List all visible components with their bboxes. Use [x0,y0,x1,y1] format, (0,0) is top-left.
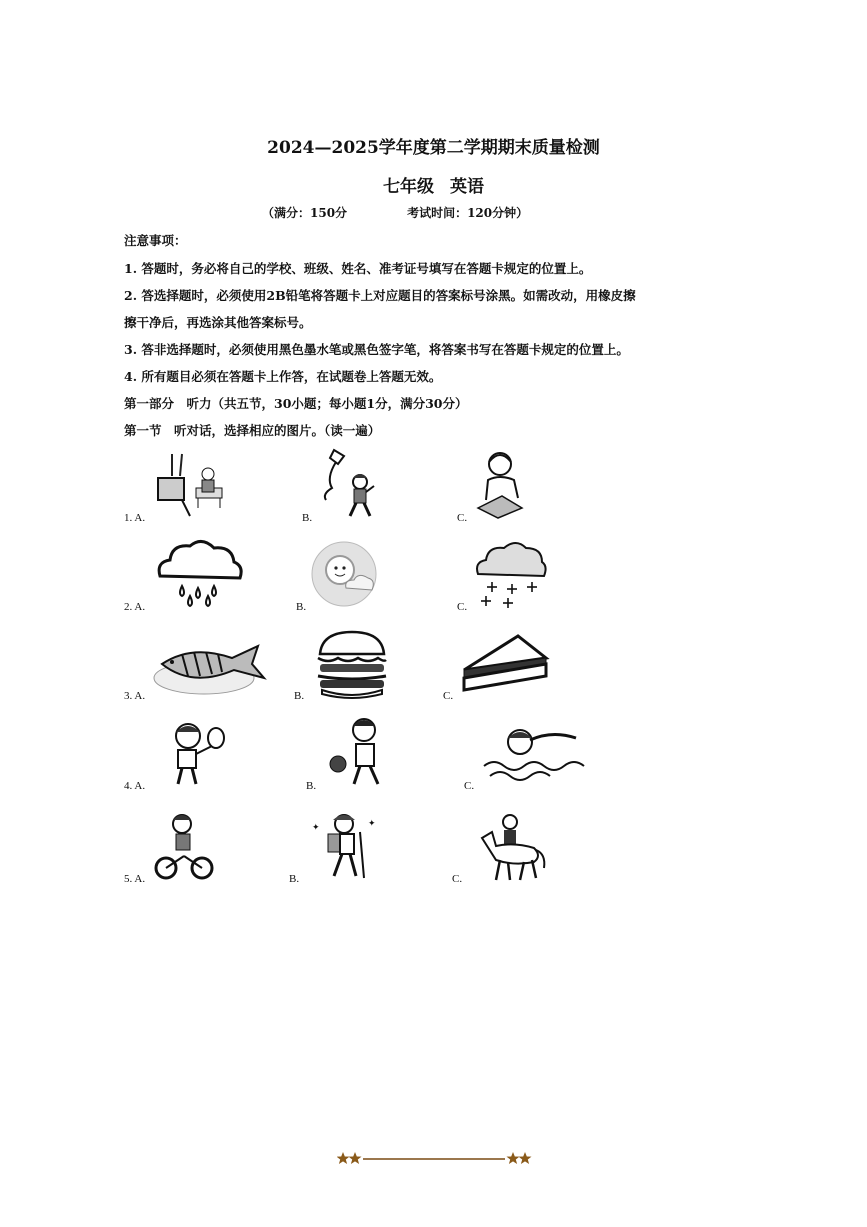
section1-heading: 第一节 听对话，选择相应的图片。（读一遍） [124,423,381,438]
q1-option-a: 1. A. [124,512,146,524]
q2-option-b: B. [296,601,307,613]
q4-option-c: C. [464,780,475,792]
svg-text:✦: ✦ [312,823,320,833]
snowy-icon [472,538,548,610]
notes-heading: 注意事项： [124,233,187,248]
sandwich-icon [460,632,550,694]
note-item: 擦干净后，再选涂其他答案标号。 [124,315,312,330]
horse-riding-icon [474,812,548,884]
cycling-icon [154,812,216,880]
grade-label: 七年级 [383,177,434,197]
exam-time: 考试时间：120分钟） [407,206,529,220]
basketball-icon [326,716,392,790]
note-item: 2. 答选择题时，必须使用2B铅笔将答题卡上对应题目的答案标号涂黑。如需改动，用橡皮擦 [124,288,636,303]
q3-option-b: B. [294,690,305,702]
hiking-icon [308,812,378,882]
tennis-icon [160,720,230,788]
q1-option-c: C. [457,512,468,524]
flying-kite-icon [320,448,382,520]
q3-option-a: 3. A. [124,690,146,702]
exam-subtitle [0,172,867,197]
exam-title: 2024—2025学年度第二学期期末质量检测 [267,138,600,158]
q1-option-b: B. [302,512,313,524]
q2-option-c: C. [457,601,468,613]
q3-option-c: C. [443,690,454,702]
q5-option-a: 5. A. [124,873,146,885]
fish-icon [152,634,268,698]
full-marks: （满分：150分 [262,206,348,220]
svg-text:✦: ✦ [368,819,376,829]
sunny-icon [310,540,382,608]
note-item: 4. 所有题目必须在答题卡上作答，在试题卷上答题无效。 [124,369,442,384]
subject-label: 英语 [450,177,484,197]
swimming-icon [480,722,600,784]
drawing-icon [472,450,532,520]
rainy-icon [152,536,246,608]
q5-option-b: B. [289,873,300,885]
note-item: 3. 答非选择题时，必须使用黑色墨水笔或黑色签字笔，将答案书写在答题卡规定的位置上。 [124,342,629,357]
part1-heading: 第一部分 听力（共五节，30小题；每小题1分，满分30分） [124,396,468,411]
q5-option-c: C. [452,873,463,885]
q2-option-a: 2. A. [124,601,146,613]
note-item: 1. 答题时，务必将自己的学校、班级、姓名、准考证号填写在答题卡规定的位置上。 [124,261,592,276]
watching-tv-icon [152,452,232,518]
exam-meta [262,204,588,221]
footer-divider [337,1150,533,1166]
star-icon [337,1152,532,1164]
hamburger-icon [314,630,390,700]
q4-option-b: B. [306,780,317,792]
q4-option-a: 4. A. [124,780,146,792]
